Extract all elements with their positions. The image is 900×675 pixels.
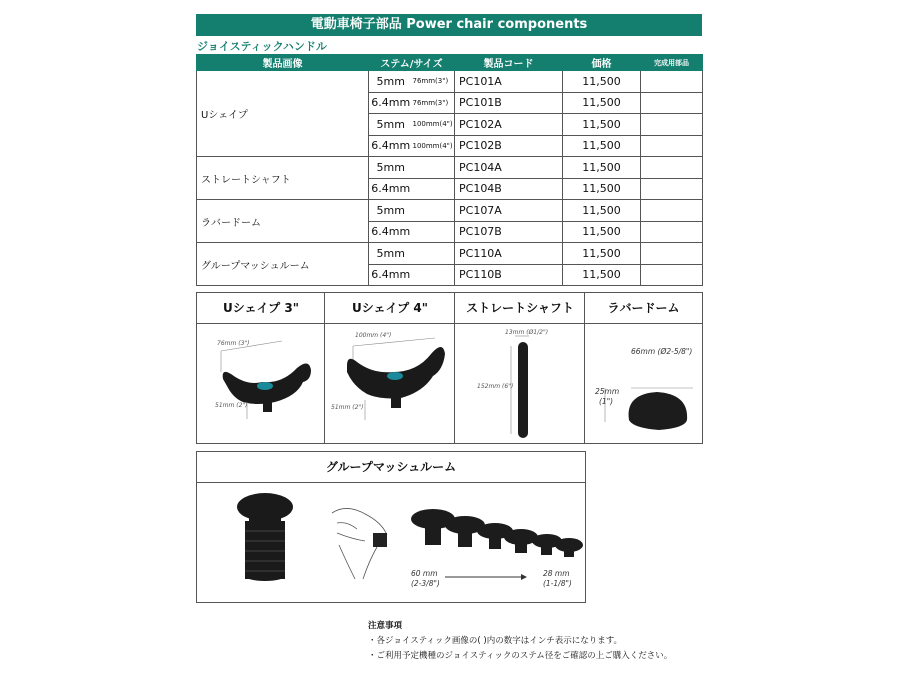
mushroom-max-dim-inch: (2-3/8") (411, 579, 440, 588)
stem-cell: 5mm (369, 200, 413, 222)
price-cell: 11,500 (563, 221, 641, 243)
price-cell: 11,500 (563, 157, 641, 179)
stem-cell: 6.4mm (369, 221, 413, 243)
table-row (197, 157, 703, 179)
completion-parts-cell (641, 178, 703, 200)
product-code-cell: PC102B (455, 135, 563, 157)
u4-height-dim: 51mm (2") (331, 404, 364, 411)
panel-groove-mushroom (196, 451, 586, 603)
table-row (197, 243, 703, 265)
price-cell: 11,500 (563, 264, 641, 286)
price-cell: 11,500 (563, 92, 641, 114)
price-cell: 11,500 (563, 178, 641, 200)
size-cell (413, 157, 455, 179)
mushroom-min-dim-inch: (1-1/8") (543, 579, 572, 588)
table-header-row (197, 55, 703, 71)
dome-width-dim: 66mm (Ø2-5/8") (631, 347, 693, 356)
stem-cell: 5mm (369, 243, 413, 265)
notes-heading: 注意事項 (368, 621, 403, 631)
panel-title: Uシェイプ 4" (325, 293, 455, 324)
panel-u-shape-3 (196, 292, 326, 444)
product-code-cell: PC104A (455, 157, 563, 179)
size-cell (413, 200, 455, 222)
section-subtitle: ジョイスティックハンドル (197, 40, 327, 53)
size-cell (413, 221, 455, 243)
panel-title: ラバードーム (585, 293, 702, 324)
stem-cell: 6.4mm (369, 92, 413, 114)
notes-section (368, 619, 672, 664)
completion-parts-cell (641, 157, 703, 179)
stem-cell: 6.4mm (369, 264, 413, 286)
straight-height-dim: 152mm (6") (477, 383, 514, 390)
u-shape-4-illustration (325, 324, 455, 442)
product-code-cell: PC107B (455, 221, 563, 243)
rubber-dome-illustration (585, 324, 702, 442)
completion-parts-cell (641, 221, 703, 243)
panel-title: ストレートシャフト (455, 293, 585, 324)
u3-width-dim: 76mm (3") (217, 340, 250, 347)
product-code-cell: PC104B (455, 178, 563, 200)
note-line-inch: ・各ジョイスティック画像の( )内の数字はインチ表示になります。 (368, 636, 623, 646)
product-code-cell: PC107A (455, 200, 563, 222)
header-completion-parts: 完成用部品 (641, 55, 703, 71)
page-title-banner: 電動車椅子部品 Power chair components (196, 14, 702, 36)
stem-cell: 5mm (369, 157, 413, 179)
panel-straight-shaft (454, 292, 586, 444)
category-cell: Uシェイプ (197, 71, 369, 157)
category-cell: グループマッシュルーム (197, 243, 369, 286)
price-cell: 11,500 (563, 71, 641, 93)
panel-title: Uシェイプ 3" (197, 293, 325, 324)
size-cell: 100mm(4") (413, 135, 455, 157)
price-cell: 11,500 (563, 200, 641, 222)
completion-parts-cell (641, 264, 703, 286)
price-cell: 11,500 (563, 243, 641, 265)
completion-parts-cell (641, 114, 703, 136)
size-cell (413, 264, 455, 286)
groove-mushroom-illustration (197, 483, 585, 601)
price-cell: 11,500 (563, 135, 641, 157)
straight-shaft-illustration (455, 324, 585, 442)
stem-cell: 5mm (369, 114, 413, 136)
product-code-cell: PC101A (455, 71, 563, 93)
note-line-stem: ・ご利用予定機種のジョイスティックのステム径をご確認の上ご購入ください。 (368, 651, 673, 661)
category-cell: ストレートシャフト (197, 157, 369, 200)
completion-parts-cell (641, 71, 703, 93)
mushroom-min-dim: 28 mm (543, 569, 570, 578)
product-code-cell: PC110B (455, 264, 563, 286)
header-price: 価格 (563, 55, 641, 71)
header-stem-size: ステム/サイズ (369, 55, 455, 71)
completion-parts-cell (641, 92, 703, 114)
completion-parts-cell (641, 200, 703, 222)
size-cell (413, 243, 455, 265)
size-cell: 100mm(4") (413, 114, 455, 136)
dome-height-dim: 25mm (595, 387, 620, 396)
straight-width-dim: 13mm (Ø1/2") (505, 329, 549, 336)
panel-u-shape-4 (324, 292, 456, 444)
category-cell: ラバードーム (197, 200, 369, 243)
completion-parts-cell (641, 135, 703, 157)
size-cell (413, 178, 455, 200)
table-row (197, 200, 703, 222)
product-code-cell: PC110A (455, 243, 563, 265)
table-row (197, 71, 703, 93)
header-product-image: 製品画像 (197, 55, 369, 71)
u3-height-dim: 51mm (2") (215, 402, 248, 409)
dome-height-dim-inch: (1") (599, 397, 614, 406)
price-cell: 11,500 (563, 114, 641, 136)
panel-rubber-dome (584, 292, 703, 444)
stem-cell: 6.4mm (369, 178, 413, 200)
size-cell: 76mm(3") (413, 71, 455, 93)
size-cell: 76mm(3") (413, 92, 455, 114)
product-table (196, 54, 703, 286)
panel-title: グループマッシュルーム (197, 452, 585, 483)
product-code-cell: PC101B (455, 92, 563, 114)
header-product-code: 製品コード (455, 55, 563, 71)
stem-cell: 5mm (369, 71, 413, 93)
mushroom-max-dim: 60 mm (411, 569, 438, 578)
stem-cell: 6.4mm (369, 135, 413, 157)
completion-parts-cell (641, 243, 703, 265)
product-code-cell: PC102A (455, 114, 563, 136)
u4-width-dim: 100mm (4") (355, 332, 392, 339)
